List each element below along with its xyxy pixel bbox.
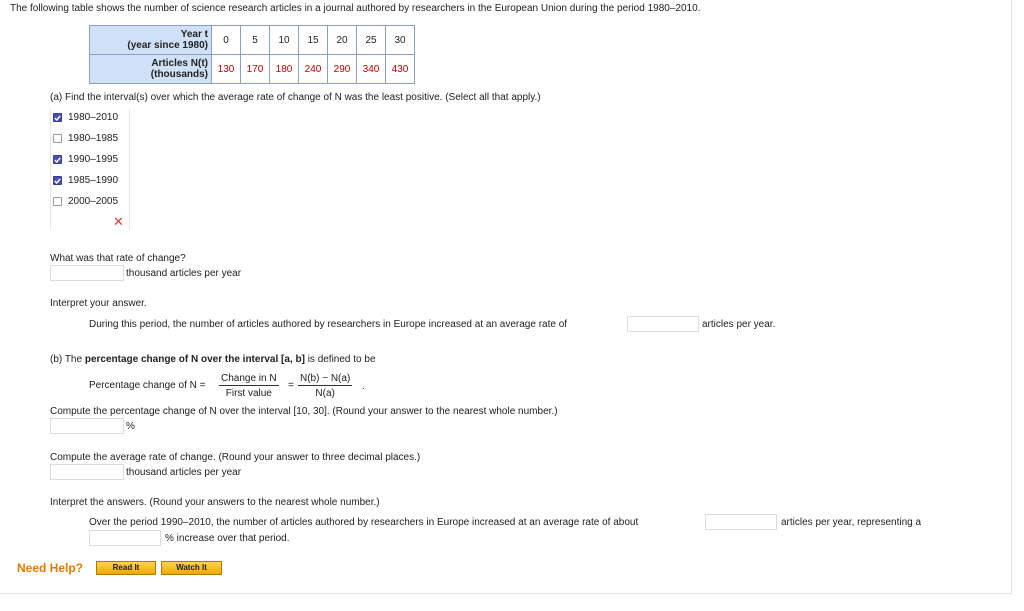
option-label: 1980–2010: [68, 112, 119, 123]
option-label: 1980–1985: [68, 133, 119, 144]
interpret-text: During this period, the number of articles authored by researchers in Europe increased at an average rate of: [89, 319, 568, 330]
def-prefix: (b) The: [50, 354, 83, 365]
table-cell: 180: [270, 55, 299, 84]
rate-question: What was that rate of change?: [50, 253, 186, 264]
checkbox-unchecked[interactable]: [53, 197, 62, 206]
intro-text: The following table shows the number of science research articles in a journal authored by researchers in the European Union during the period 1980–2010.: [10, 3, 701, 14]
table-cell: 170: [241, 55, 270, 84]
part-a-question: (a) Find the interval(s) over which the average rate of change of N was the least positive. (Select all that apply.): [50, 92, 541, 103]
fraction-denominator: First value: [225, 388, 272, 399]
option-1980-2010[interactable]: [53, 112, 118, 123]
watch-it-button[interactable]: Watch It: [161, 561, 222, 575]
checkbox-checked[interactable]: [53, 155, 62, 164]
table-cell: 10: [270, 26, 299, 55]
need-help-label: Need Help?: [17, 561, 84, 575]
table-cell: 30: [386, 26, 415, 55]
table-cell: 430: [386, 55, 415, 84]
option-label: 1985–1990: [68, 175, 119, 186]
rate-input[interactable]: [50, 265, 124, 281]
year-label: Year t: [180, 29, 208, 40]
year-sublabel: (year since 1980): [127, 40, 208, 51]
table-row-articles: [90, 55, 415, 84]
rate-unit: thousand articles per year: [126, 268, 242, 279]
articles-sublabel: (thousands): [150, 69, 208, 80]
formula-period: .: [362, 381, 365, 392]
option-1985-1990[interactable]: [53, 175, 118, 186]
option-label: 2000–2005: [68, 196, 119, 207]
checkbox-checked[interactable]: [53, 113, 62, 122]
table-cell: 25: [357, 26, 386, 55]
compute-pct-question: Compute the percentage change of N over the interval [10, 30]. (Round your answer to the nearest whole number.): [50, 406, 558, 417]
table-cell: 290: [328, 55, 357, 84]
pct-unit: %: [126, 421, 135, 432]
interpret-answers-label: Interpret the answers. (Round your answers to the nearest whole number.): [50, 497, 380, 508]
interpret-unit: articles per year.: [702, 319, 776, 330]
fraction-numerator: N(b) − N(a): [300, 373, 351, 384]
options-box: [50, 109, 130, 230]
table-cell: 20: [328, 26, 357, 55]
table-cell: 130: [212, 55, 241, 84]
checkbox-unchecked[interactable]: [53, 134, 62, 143]
table-cell: 5: [241, 26, 270, 55]
wrong-answer-icon: ✕: [113, 214, 124, 229]
interpret-rate-input[interactable]: [627, 316, 699, 332]
option-label: 1990–1995: [68, 154, 119, 165]
data-table: [89, 25, 415, 84]
checkbox-checked[interactable]: [53, 176, 62, 185]
table-header-articles: [90, 55, 212, 84]
pct-input[interactable]: [50, 418, 124, 434]
table-cell: 240: [299, 55, 328, 84]
table-cell: 340: [357, 55, 386, 84]
option-2000-2005[interactable]: [53, 196, 118, 207]
table-row-years: [90, 26, 415, 55]
part-b-definition: [50, 354, 376, 365]
option-1980-1985[interactable]: [53, 133, 118, 144]
interpret-answers-tail: % increase over that period.: [165, 533, 290, 544]
compute-avg-question: Compute the average rate of change. (Round your answer to three decimal places.): [50, 452, 421, 463]
interpret-answers-text: Over the period 1990–2010, the number of articles authored by researchers in Europe increased at an average rate of about: [89, 517, 639, 528]
table-cell: 0: [212, 26, 241, 55]
fraction-denominator: N(a): [315, 388, 335, 399]
table-cell: 15: [299, 26, 328, 55]
formula-label: Percentage change of N =: [89, 380, 206, 391]
option-1990-1995[interactable]: [53, 154, 118, 165]
def-suffix: is defined to be: [307, 354, 376, 365]
avg-rate-input[interactable]: [50, 464, 124, 480]
interpret-answers-unit: articles per year, representing a: [781, 517, 922, 528]
equals-sign: =: [288, 380, 294, 391]
interpret-pct-input[interactable]: [89, 530, 161, 546]
def-bold: percentage change of N over the interval [a, b]: [84, 354, 305, 365]
table-header-year: [90, 26, 212, 55]
articles-label: Articles N(t): [151, 58, 208, 69]
interpret-rate-b-input[interactable]: [705, 514, 777, 530]
read-it-button[interactable]: Read It: [96, 561, 156, 575]
fraction-nb-na: [298, 373, 352, 399]
interpret-label: Interpret your answer.: [50, 298, 147, 309]
fraction-change-over-first: [219, 373, 279, 399]
fraction-numerator: Change in N: [221, 373, 277, 384]
avg-unit: thousand articles per year: [126, 467, 242, 478]
